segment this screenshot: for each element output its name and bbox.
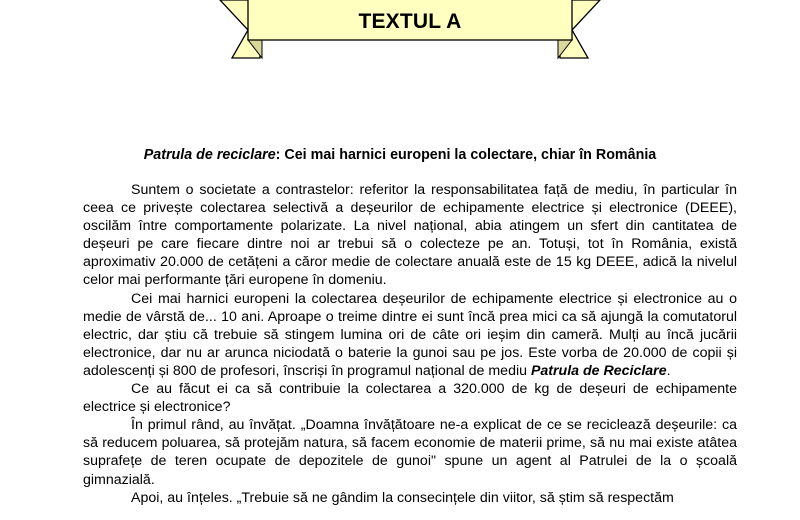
banner-title: TEXTUL A: [358, 10, 462, 33]
paragraph-5: Apoi, au înțeles. „Trebuie să ne gândim la consecințele din viitor, să știm să respectăm: [131, 489, 674, 506]
program-name: Patrula de Reciclare: [530, 362, 667, 379]
paragraph-1: Suntem o societate a contrastelor: referitor la responsabilitatea față de mediu, în particular în ceea ce privește colectarea selectivă a deșeurilor de echipamente electrice și electronice (DEEE), oscilăm între comportamente polarizate. La nivel național, abia atingem un sfert din cantitatea de deșeuri pe care fiecare dintre noi ar trebui să o colecteze pe an. Totuși, tot în România, există aproximativ 20.000 de cetățeni a căror medie de colectare anuală este de 15 kg DEEE, adică la nivelul celor mai performante țări europene în domeniu.: [83, 182, 737, 289]
paragraph-2-main: Cei mai harnici europeni la colectarea deșeurilor de echipamente electrice și electronice au o medie de vârstă de... 10 ani. Aproape o treime dintre ei sunt încă prea mici ca să ajungă la comutatorul electric, dar știu că trebuie să stingem lumina ori de câte ori ieșim din cameră. Mulți au încă jucării electronice, dar nu ar arunca niciodată o baterie la gunoi sau pe jos. Este vorba de 20.000 de copii și adolescenți și 800 de profesori, înscriși în programul național de mediu: [83, 290, 737, 379]
article-body: [83, 181, 737, 507]
headline-rest: : Cei mai harnici europeni la colectare, chiar în România: [275, 147, 657, 163]
paragraph-4: În primul rând, au învățat. „Doamna învățătoare ne-a explicat de ce se reciclează deșeurile: ca să reducem poluarea, să protejăm natura, să facem economie de materii prime, să nu mai existe atâtea suprafețe de teren ocupate de depozitele de gunoi" spune un agent al Patrulei de la o școală gimnazială.: [83, 417, 737, 488]
paragraph-3: Ce au făcut ei ca să contribuie la colectarea a 320.000 de kg de deșeuri de echipamente electrice și electronice?: [83, 381, 737, 416]
article-headline: [0, 147, 800, 163]
title-banner: [0, 0, 800, 100]
paragraph-2-end: .: [666, 362, 671, 379]
paragraph-2: [83, 290, 737, 380]
headline-italic: Patrula de reciclare: [143, 147, 276, 163]
